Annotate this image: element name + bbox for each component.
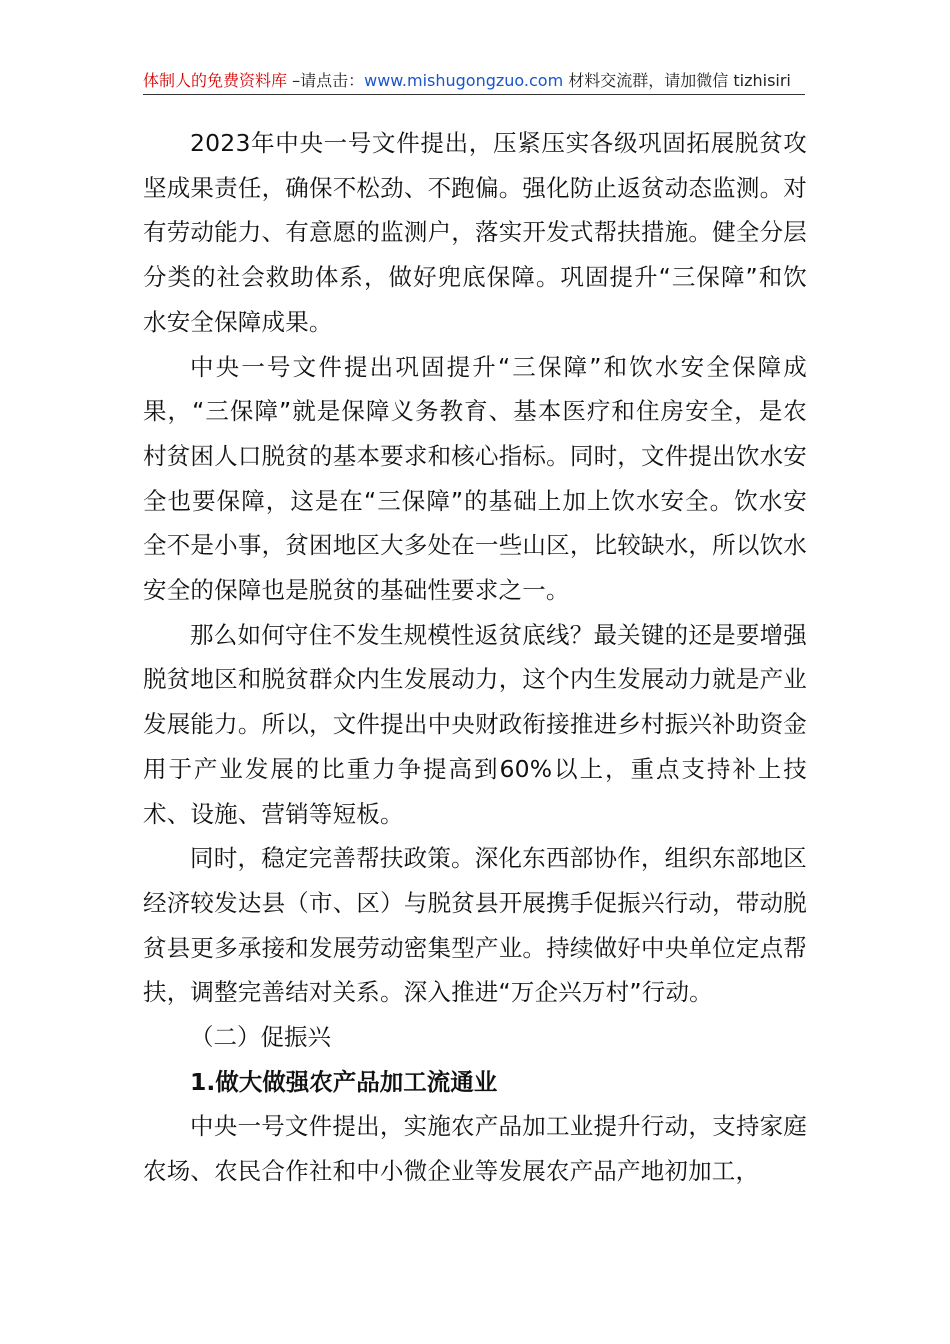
- subsection-heading: 1.做大做强农产品加工流通业: [190, 1067, 498, 1096]
- paragraph-3: 那么如何守住不发生规模性返贫底线？最关键的还是要增强脱贫地区和脱贫群众内生发展动力，这个内生发展动力就是产业发展能力。所以，文件提出中央财政衔接推进乡村振兴补助资金用于产业发展的比重力争提高到60%以上，重点支持补上技术、设施、营销等短板。: [143, 620, 807, 828]
- header-brand: 体制人的免费资料库: [143, 71, 288, 90]
- header-instruction: –请点击：: [287, 71, 365, 90]
- document-body: [143, 121, 807, 1194]
- paragraph-4: 同时，稳定完善帮扶政策。深化东西部协作，组织东部地区经济较发达县（市、区）与脱贫县开展携手促振兴行动，带动脱贫县更多承接和发展劳动密集型产业。持续做好中央单位定点帮扶，调整完善结对关系。深入推进“万企兴万村”行动。: [143, 844, 807, 1007]
- paragraph-5: 中央一号文件提出，实施农产品加工业提升行动，支持家庭农场、农民合作社和中小微企业等发展农产品产地初加工，: [143, 1112, 807, 1186]
- paragraph-1: 2023年中央一号文件提出，压紧压实各级巩固拓展脱贫攻坚成果责任，确保不松劲、不跑偏。强化防止返贫动态监测。对有劳动能力、有意愿的监测户，落实开发式帮扶措施。健全分层分类的社会救助体系，做好兜底保障。巩固提升“三保障”和饮水安全保障成果。: [143, 129, 807, 336]
- header-url-link[interactable]: www.mishugongzuo.com: [364, 71, 564, 90]
- page-header: [143, 68, 805, 95]
- section-heading: （二）促振兴: [190, 1023, 331, 1052]
- paragraph-2: 中央一号文件提出巩固提升“三保障”和饮水安全保障成果，“三保障”就是保障义务教育、基本医疗和住房安全，是农村贫困人口脱贫的基本要求和核心指标。同时，文件提出饮水安全也要保障，这是在“三保障”的基础上加上饮水安全。饮水安全不是小事，贫困地区大多处在一些山区，比较缺水，所以饮水安全的保障也是脱贫的基础性要求之一。: [143, 352, 807, 605]
- header-contact: 材料交流群，请加微信 tizhisiri: [563, 71, 791, 90]
